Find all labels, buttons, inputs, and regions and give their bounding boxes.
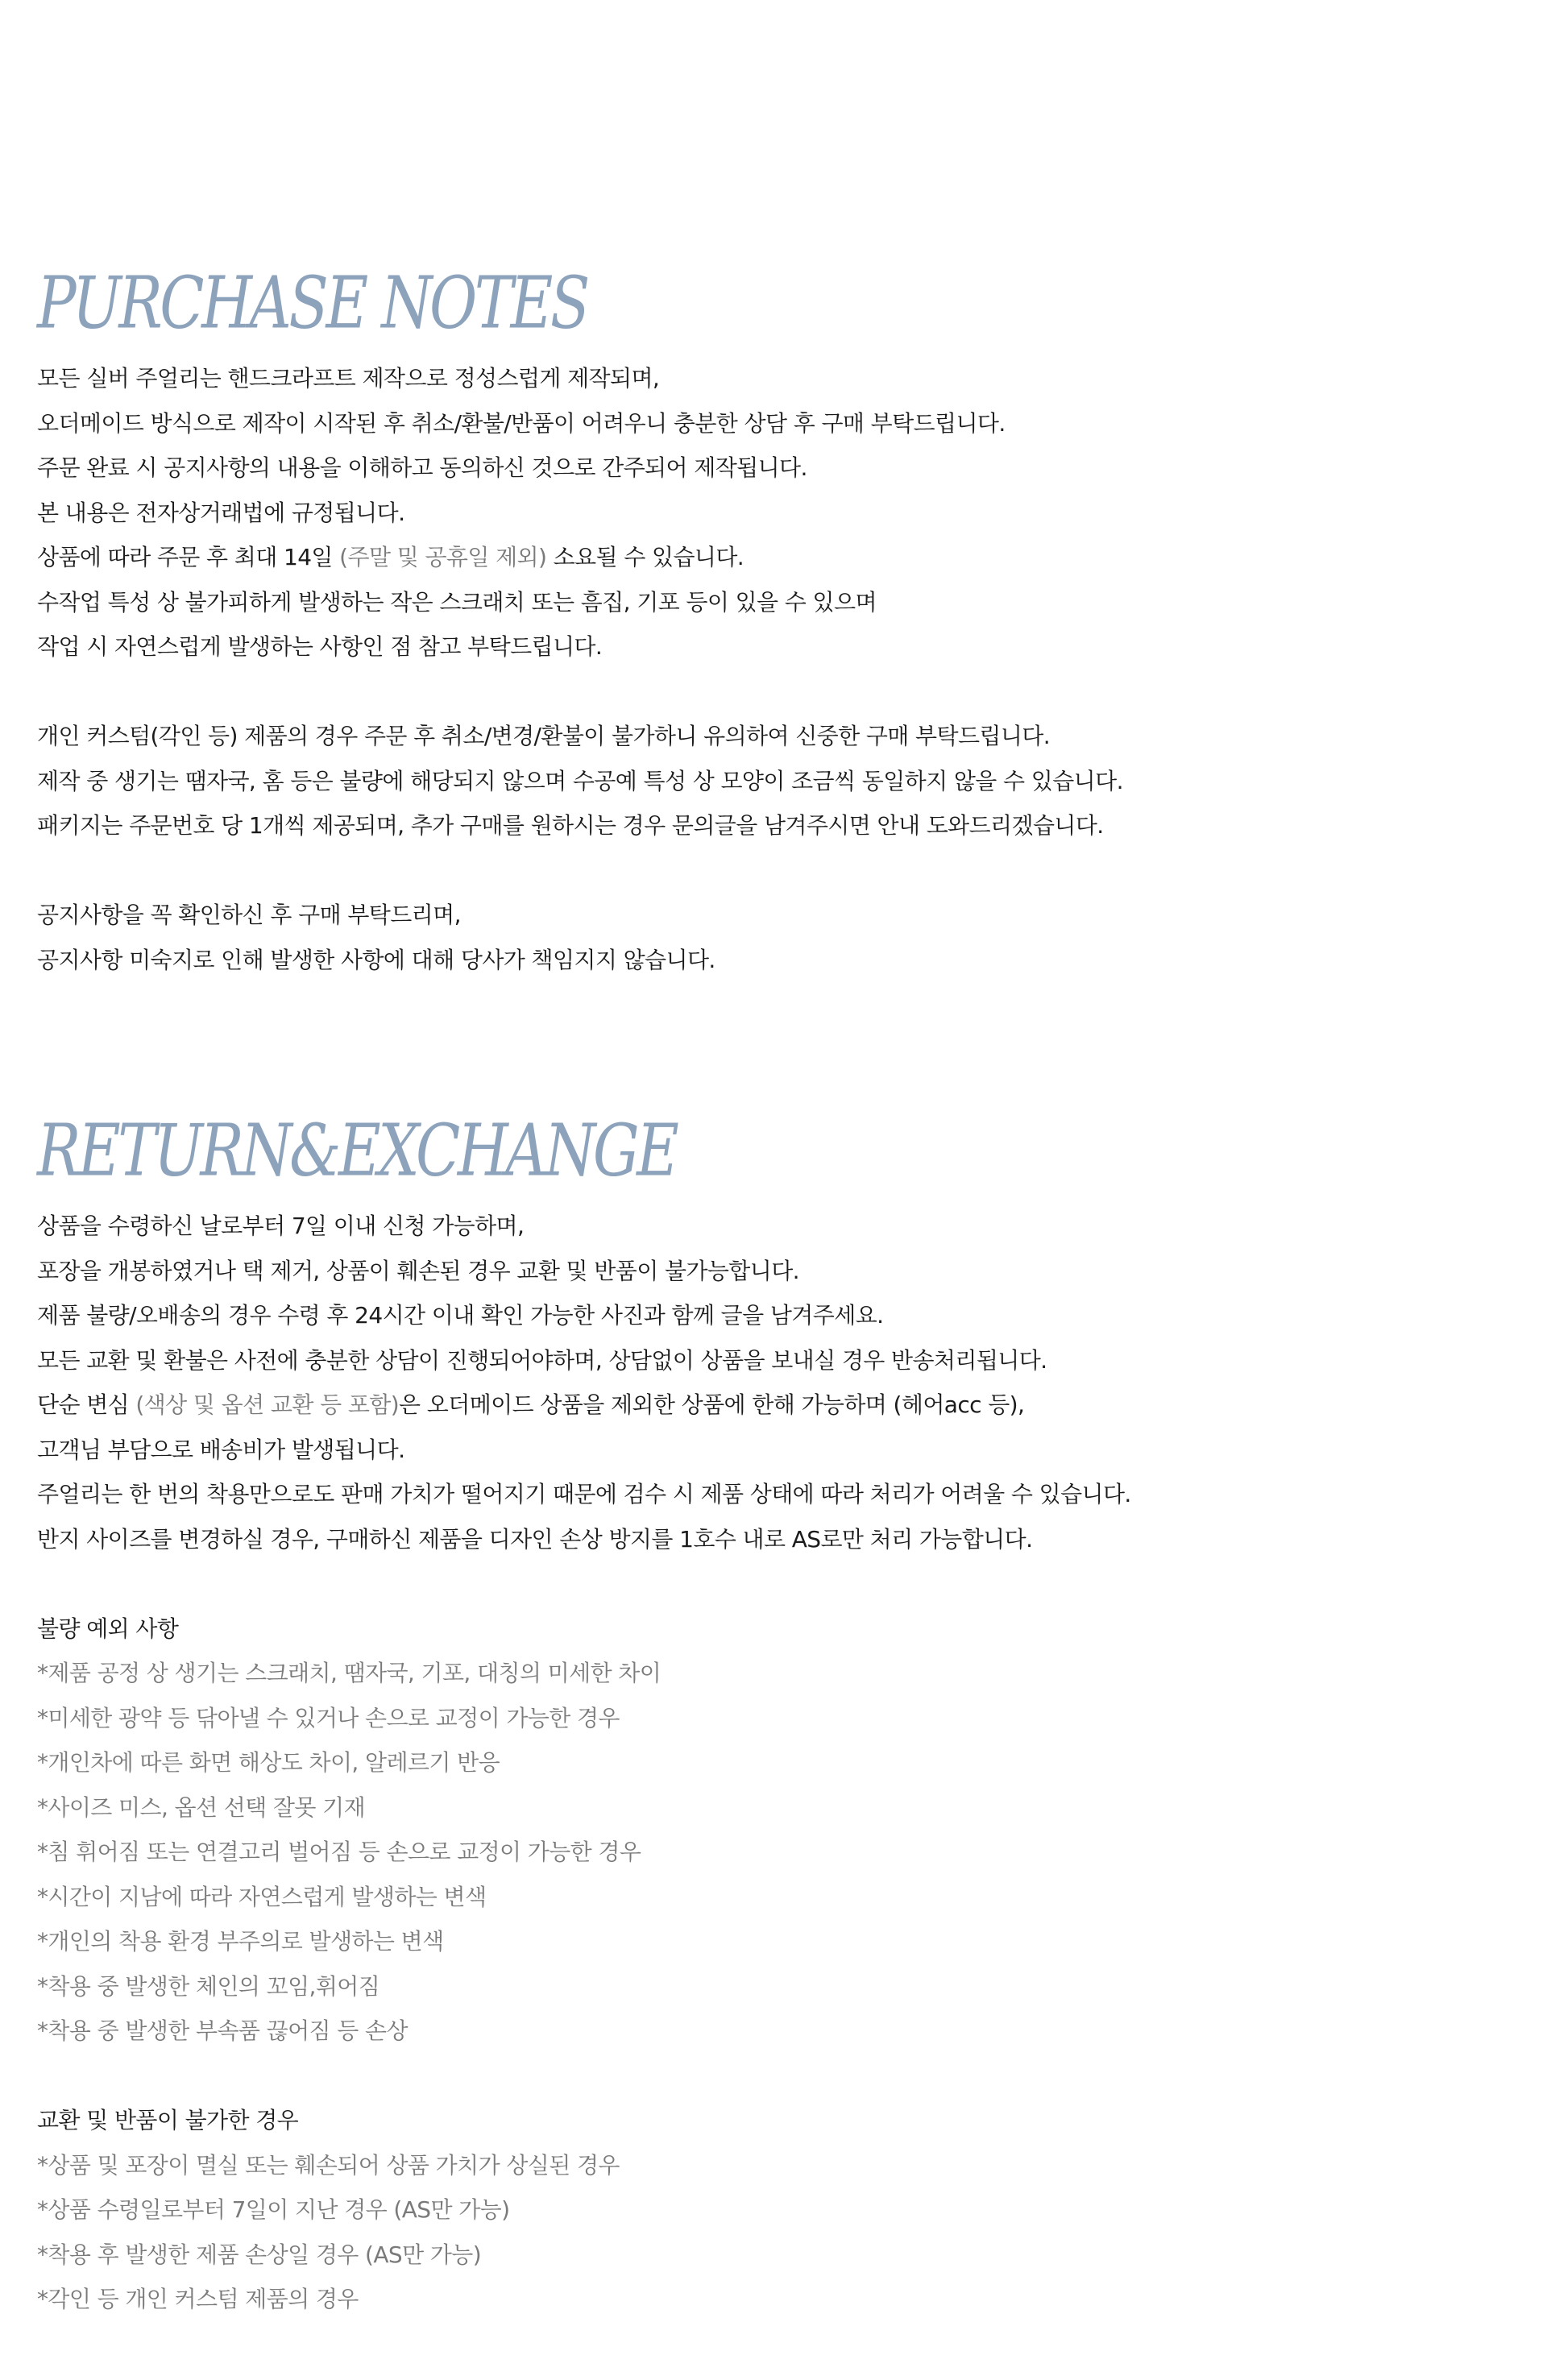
not-allowed-title: 교환 및 반품이 불가한 경우 (37, 2107, 299, 2133)
return-note-line: 모든 교환 및 환불은 사전에 충분한 상담이 진행되어야하며, 상담없이 상품을 보내실 경우 반송처리됩니다. (37, 1346, 1047, 1374)
paragraph-gap (37, 2054, 1503, 2099)
purchase-note-line: 공지사항 미숙지로 인해 발생한 사항에 대해 당사가 책임지지 않습니다. (37, 946, 715, 973)
purchase-note-line: 주문 완료 시 공지사항의 내용을 이해하고 동의하신 것으로 간주되어 제작됩니다. (37, 454, 807, 481)
purchase-note-line: 공지사항을 꼭 확인하신 후 구매 부탁드리며, (37, 902, 461, 928)
purchase-note-line: 제작 중 생기는 땜자국, 홈 등은 불량에 해당되지 않으며 수공예 특성 상 모양이 조금씩 동일하지 않을 수 있습니다. (37, 767, 1123, 794)
return-exchange-heading: RETURN&EXCHANGE (37, 1109, 677, 1192)
return-note-line: 상품을 수령하신 날로부터 7일 이내 신청 가능하며, (37, 1213, 525, 1239)
return-note-line: 포장을 개봉하였거나 택 제거, 상품이 훼손된 경우 교환 및 반품이 불가능합니다. (37, 1257, 799, 1284)
return-exchange-body (37, 1204, 1503, 2322)
defect-exception-item: *제품 공정 상 생기는 스크래치, 땜자국, 기포, 대칭의 미세한 차이 (37, 1660, 662, 1686)
paragraph-gap (37, 848, 1503, 894)
purchase-notes-body (37, 356, 1503, 982)
purchase-note-line: 개인 커스텀(각인 등) 제품의 경우 주문 후 취소/변경/환불이 불가하니 유의하여 신중한 구매 부탁드립니다. (37, 723, 1051, 749)
purchase-note-line: 본 내용은 전자상거래법에 규정됩니다. (37, 499, 405, 526)
defect-exception-item: *사이즈 미스, 옵션 선택 잘못 기재 (37, 1793, 366, 1821)
purchase-note-line: 작업 시 자연스럽게 발생하는 사항인 점 참고 부탁드립니다. (37, 633, 603, 660)
defect-exception-item: *개인차에 따른 화면 해상도 차이, 알레르기 반응 (37, 1749, 500, 1776)
paragraph-gap (37, 1561, 1503, 1607)
weekend-holiday-note: (주말 및 공휴일 제외) (339, 544, 547, 570)
not-allowed-item: *상품 수령일로부터 7일이 지난 경우 (AS만 가능) (37, 2196, 510, 2223)
color-option-note: (색상 및 옵션 교환 등 포함) (135, 1391, 400, 1418)
simple-change-text: 단순 변심 (37, 1391, 136, 1418)
defect-exceptions-title: 불량 예외 사항 (37, 1615, 179, 1642)
return-note-line: 고객님 부담으로 배송비가 발생됩니다. (37, 1436, 405, 1463)
not-allowed-item: *각인 등 개인 커스텀 제품의 경우 (37, 2286, 359, 2312)
return-note-line (37, 1383, 1503, 1428)
return-note-line: 주얼리는 한 번의 착용만으로도 판매 가치가 떨어지기 때문에 검수 시 제품 상태에 따라 처리가 어려울 수 있습니다. (37, 1481, 1131, 1507)
not-allowed-item: *상품 및 포장이 멸실 또는 훼손되어 상품 가치가 상실된 경우 (37, 2151, 620, 2179)
not-allowed-item: *착용 후 발생한 제품 손상일 경우 (AS만 가능) (37, 2241, 482, 2268)
lead-time-text: 상품에 따라 주문 후 최대 14일 (37, 544, 340, 570)
purchase-note-line: 패키지는 주문번호 당 1개씩 제공되며, 추가 구매를 원하시는 경우 문의글을 남겨주시면 안내 도와드리겠습니다. (37, 812, 1104, 839)
purchase-note-line: 모든 실버 주얼리는 핸드크라프트 제작으로 정성스럽게 제작되며, (37, 365, 660, 392)
defect-exception-item: *개인의 착용 환경 부주의로 발생하는 변색 (37, 1928, 444, 1955)
purchase-note-line: 오더메이드 방식으로 제작이 시작된 후 취소/환불/반품이 어려우니 충분한 상담 후 구매 부탁드립니다. (37, 409, 1006, 437)
return-note-line: 제품 불량/오배송의 경우 수령 후 24시간 이내 확인 가능한 사진과 함께 글을 남겨주세요. (37, 1302, 884, 1329)
lead-time-tail: 소요될 수 있습니다. (546, 544, 744, 570)
simple-change-tail: 은 오더메이드 상품을 제외한 상품에 한해 가능하며 (헤어acc 등), (399, 1391, 1025, 1418)
paragraph-gap (37, 670, 1503, 715)
return-exchange-section (37, 1104, 1503, 2322)
defect-exception-item: *침 휘어짐 또는 연결고리 벌어짐 등 손으로 교정이 가능한 경우 (37, 1839, 641, 1865)
purchase-note-line (37, 535, 1503, 580)
return-note-line: 반지 사이즈를 변경하실 경우, 구매하신 제품을 디자인 손상 방지를 1호수 내로 AS로만 처리 가능합니다. (37, 1525, 1033, 1553)
defect-exception-item: *시간이 지남에 따라 자연스럽게 발생하는 변색 (37, 1883, 487, 1910)
purchase-note-line: 수작업 특성 상 불가피하게 발생하는 작은 스크래치 또는 흠집, 기포 등이 있을 수 있으며 (37, 588, 877, 616)
purchase-notes-section (37, 256, 1503, 982)
purchase-notes-heading: PURCHASE NOTES (37, 261, 587, 345)
defect-exception-item: *착용 중 발생한 부속품 끊어짐 등 손상 (37, 2017, 408, 2044)
defect-exception-item: *착용 중 발생한 체인의 꼬임,휘어짐 (37, 1972, 380, 2000)
defect-exception-item: *미세한 광약 등 닦아낼 수 있거나 손으로 교정이 가능한 경우 (37, 1704, 620, 1731)
